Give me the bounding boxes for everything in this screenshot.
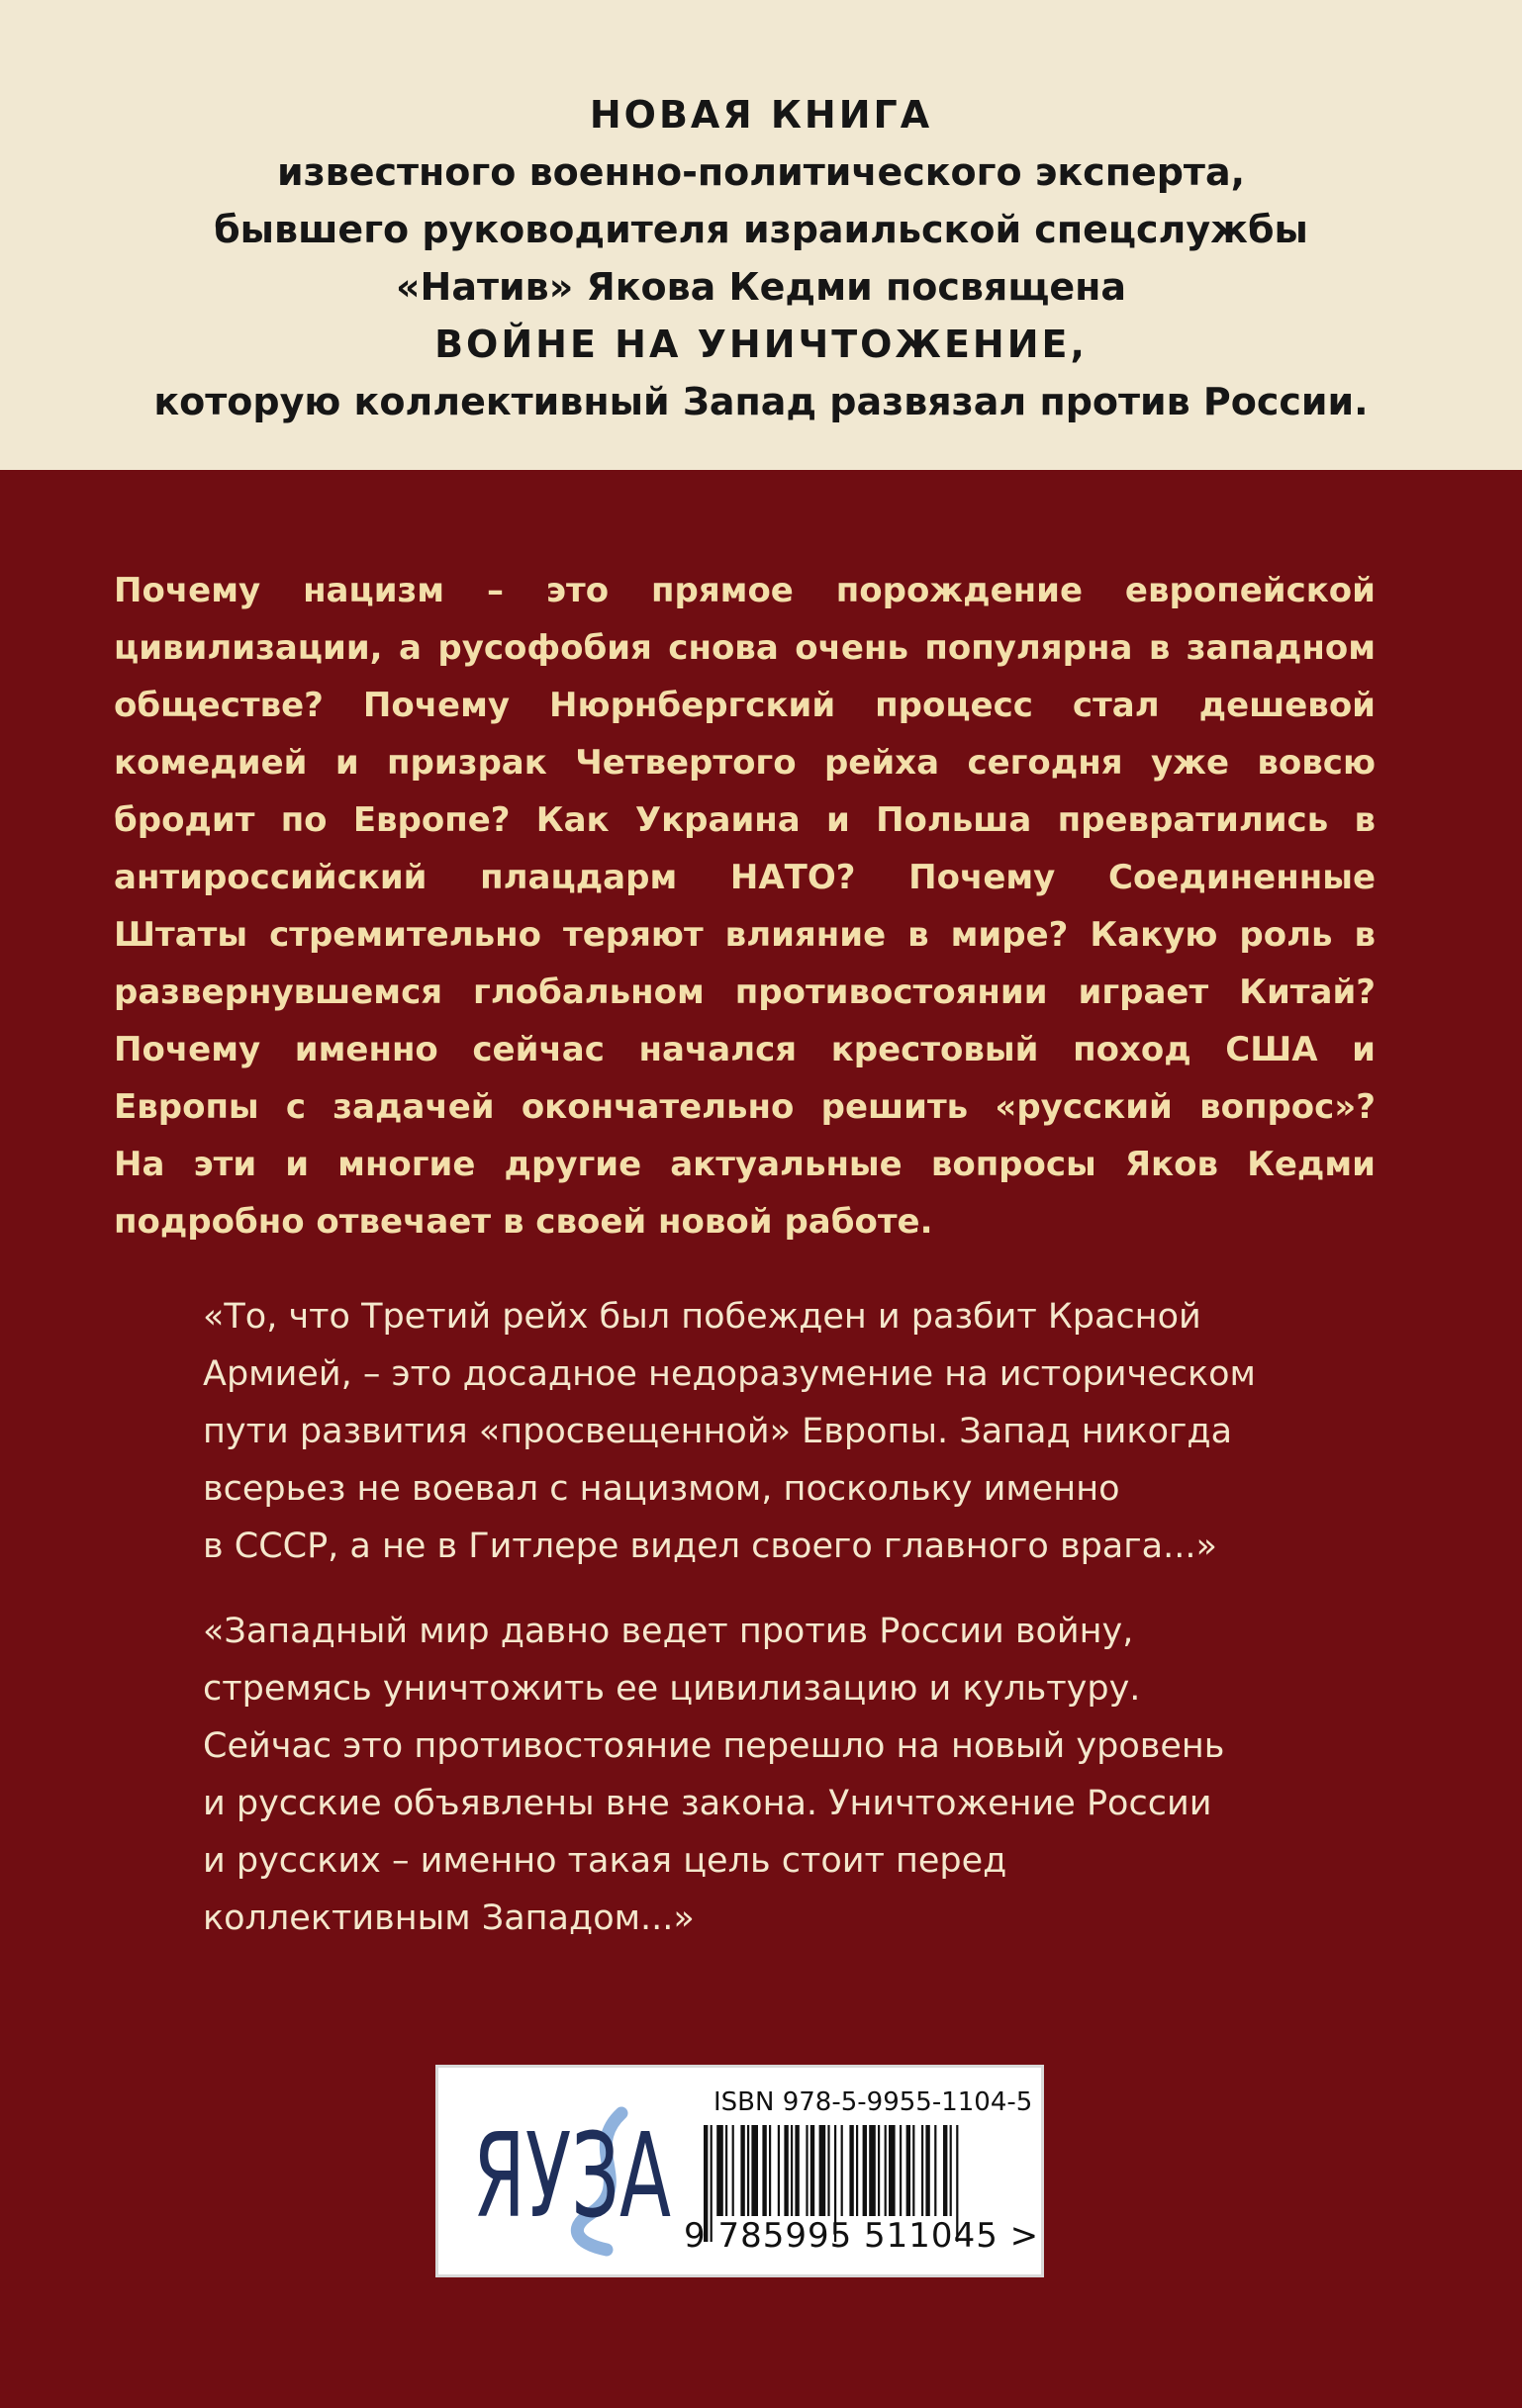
barcode-bar [878,2125,880,2216]
description-line: цивилизации, а русофобия снова очень популярна в западном [114,628,1376,668]
barcode-bar [806,2125,808,2216]
description-line: антироссийский плацдарм НАТО? Почему Соединенные [114,858,1376,897]
barcode-bar [751,2125,758,2216]
barcode-bar [849,2125,853,2216]
barcode-bar [810,2125,814,2216]
description-line: развернувшемся глобальном противостоянии играет Китай? [114,972,1376,1012]
header-line-expert: известного военно-политического эксперта, [276,150,1246,194]
quote-line: в СССР, а не в Гитлере видел своего главного врага...» [203,1527,1217,1566]
isbn-box [435,2065,1044,2277]
barcode-bar [762,2125,766,2216]
barcode-bar [856,2125,858,2216]
barcode-bar [784,2125,788,2216]
barcode-bar [943,2125,947,2216]
barcode-bar [725,2125,727,2216]
barcode-bar [863,2125,867,2216]
header-line-war: ВОЙНЕ НА УНИЧТОЖЕНИЕ, [434,323,1088,366]
quote-line: Сейчас это противостояние перешло на новый уровень [203,1726,1225,1766]
description-line: На эти и многие другие актуальные вопросы Яков Кедми [114,1145,1376,1184]
barcode-bar [950,2125,952,2216]
quote-line: коллективным Западом...» [203,1899,695,1938]
header-line-west: которую коллективный Запад развязал против России. [153,380,1369,423]
barcode-bar [906,2125,910,2216]
quote-line: пути развития «просвещенной» Европы. Запад никогда [203,1412,1233,1451]
barcode-bar [778,2125,780,2216]
barcode-bar [827,2125,829,2216]
description-line: обществе? Почему Нюрнбергский процесс стал дешевой [114,686,1376,725]
barcode-digits: 9 785995 511045 > [684,2216,1040,2256]
barcode-bar [732,2125,734,2216]
barcode-bar [921,2125,923,2216]
quote-line: Армией, – это досадное недоразумение на историческом [203,1354,1256,1394]
description-line: подробно отвечает в своей новой работе. [114,1202,933,1242]
description-line: Почему именно сейчас начался крестовый поход США и [114,1030,1376,1069]
quote-line: и русских – именно такая цель стоит перед [203,1841,1007,1881]
description-line: Почему нацизм – это прямое порождение европейской [114,571,1376,610]
publisher-logo-text: ЯУЗА [473,2107,671,2244]
quote-line: и русские объявлены вне закона. Уничтожение России [203,1784,1212,1823]
description-line: Штаты стремительно теряют влияние в мире? Какую роль в [114,915,1376,955]
description-line: комедией и призрак Четвертого рейха сегодня уже вовсю [114,743,1376,783]
quote-line: «То, что Третий рейх был побежден и разбит Красной [203,1297,1201,1337]
header-line-new-book: НОВАЯ КНИГА [589,93,933,137]
description-line: Европы с задачей окончательно решить «русский вопрос»? [114,1087,1376,1127]
header-band [0,0,1522,470]
barcode-bar [740,2125,744,2216]
barcode-bar [747,2125,749,2216]
quote-line: всерьез не воевал с нацизмом, поскольку именно [203,1469,1120,1509]
publisher-logo [473,2105,671,2254]
barcode-bar [769,2125,771,2216]
barcode-bar [716,2125,723,2216]
barcode-bar [934,2125,936,2216]
barcode-bar [925,2125,929,2216]
barcode-bar [791,2125,793,2216]
quote-line: стремясь уничтожить ее цивилизацию и культуру. [203,1669,1141,1709]
barcode-bar [869,2125,876,2216]
barcode-bar [900,2125,902,2216]
quote-line: «Западный мир давно ведет против России войну, [203,1612,1134,1651]
description-line: бродит по Европе? Как Украина и Польша превратились в [114,800,1376,840]
barcode-bar [841,2125,843,2216]
barcode-bar [885,2125,887,2216]
barcode-bar [795,2125,799,2216]
barcode-bar [819,2125,826,2216]
barcode-bar [889,2125,896,2216]
header-line-nativ: «Натив» Якова Кедми посвящена [396,265,1126,309]
isbn-number: ISBN 978-5-9955-1104-5 [713,2087,1033,2117]
barcode-bar [912,2125,914,2216]
header-line-former-head: бывшего руководителя израильской спецслужбы [214,208,1308,251]
